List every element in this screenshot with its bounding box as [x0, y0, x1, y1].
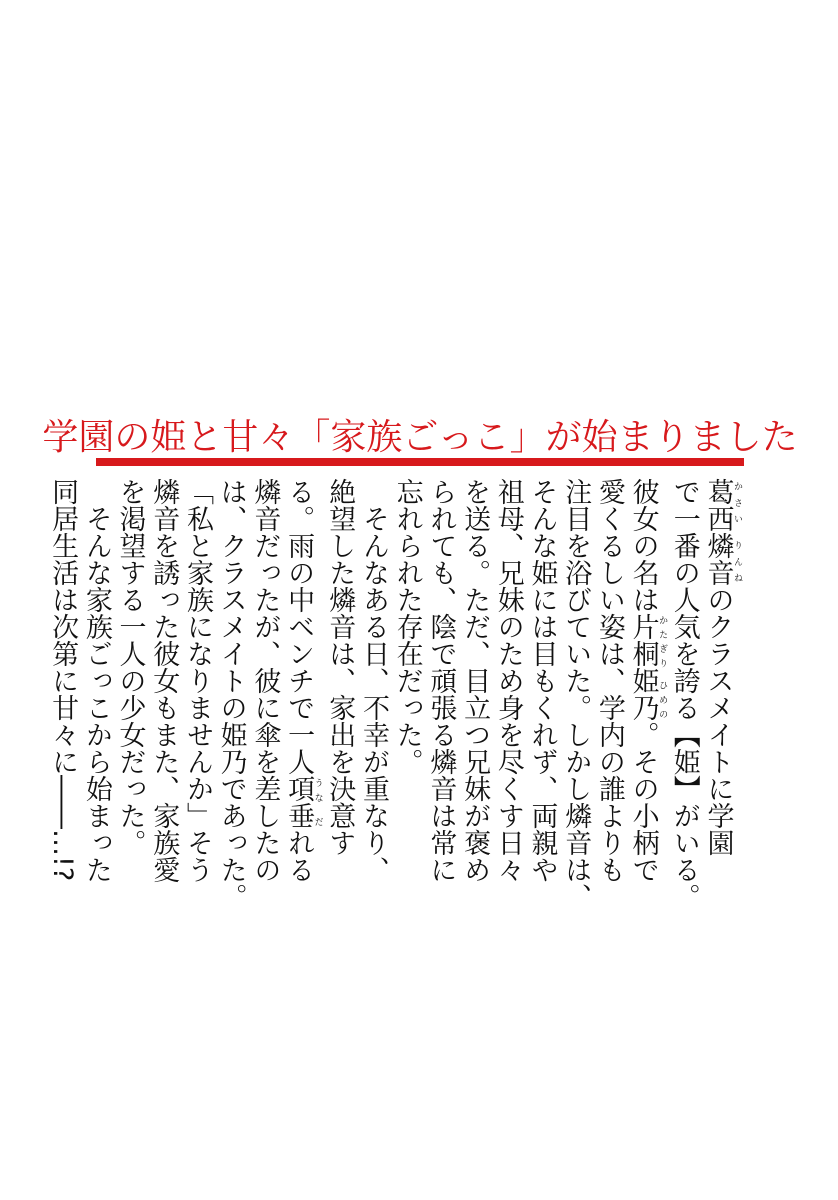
text-column: 同居生活は次第に甘々に――…!?: [47, 478, 79, 882]
text-column: 忘れられた存在だった。: [391, 478, 423, 775]
text-column: 愛くるしい姿は、学内の誰よりも: [593, 478, 625, 883]
furigana-katagiri-himeno-reading: かたぎり ひめの: [657, 613, 668, 721]
text-column: で一番の人気を誇る【姫】がいる。: [668, 478, 700, 910]
text-column: そんなある日、不幸が重なり、: [357, 478, 389, 883]
text-column: を渇望する一人の少女だった。: [114, 478, 146, 856]
text-column: 祖母、兄妹のため身を尽くす日々: [492, 478, 524, 883]
text-column: 「私と家族になりませんか」そう: [181, 478, 213, 883]
furigana-kasai-rinne-reading: かさい りんね: [732, 478, 742, 586]
text-column: 絶望した燐音は、家出を決意す: [324, 478, 356, 856]
headline-rule: [96, 458, 744, 466]
text-column: 燐音だったが、彼に傘を差したの: [249, 478, 281, 883]
text-column: 注目を浴びていた。しかし燐音は、: [560, 478, 592, 910]
furigana-kasai-rinne: 葛西燐音かさい りんね: [702, 478, 742, 586]
text-column: は、クラスメイトの姫乃であった。: [215, 478, 247, 910]
headline: 学園の姫と甘々「家族ごっこ」が始まりました: [42, 416, 798, 458]
text-column: 燐音を誘った彼女もまた、家族愛: [148, 478, 180, 883]
synopsis-text: [45, 478, 742, 910]
furigana-unada-reading: うな だ: [312, 775, 323, 829]
furigana-katagiri-himeno: 片桐姫乃かたぎり ひめの: [627, 613, 668, 721]
text-column: る。雨の中ベンチで一人項垂うな だれる: [283, 478, 323, 883]
text-column: を送る。ただ、目立つ兄妹が褒め: [459, 478, 491, 883]
text-column: られても、陰で頑張る燐音は常に: [425, 478, 457, 883]
furigana-unada: 項垂うな だ: [283, 775, 323, 829]
text-column: 彼女の名は片桐姫乃かたぎり ひめの。その小柄で: [627, 478, 668, 883]
text-column: そんな家族ごっこから始まった: [80, 478, 112, 883]
text-column: そんな姫には目もくれず、両親や: [526, 478, 558, 883]
text-column: 葛西燐音かさい りんねのクラスメイトに学園: [702, 478, 742, 856]
